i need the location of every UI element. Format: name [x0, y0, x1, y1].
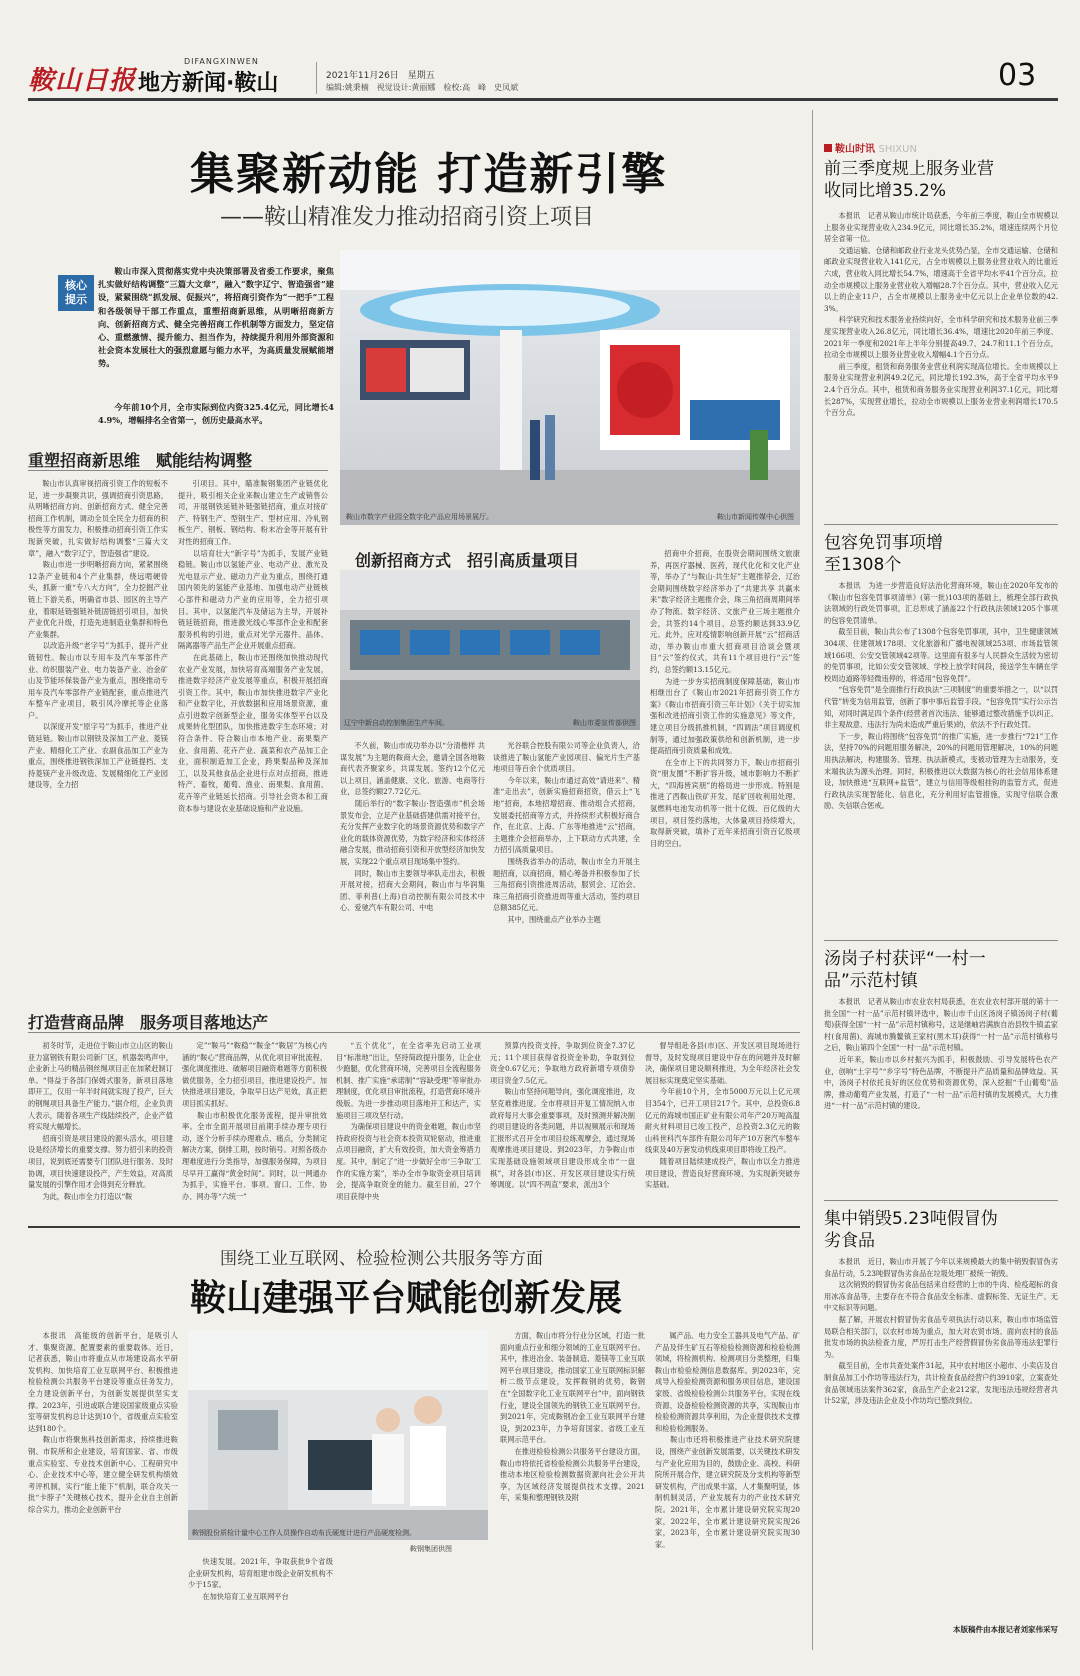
news-tag-icon — [824, 144, 832, 152]
feature-kicker: 围绕工业互联网、检验检测公共服务等方面 — [220, 1249, 543, 1269]
news-1-title: 前三季度规上服务业营收同比增35.2% — [824, 159, 994, 201]
news-4-body: 本报讯 近日，鞍山市开展了今年以来规模最大的集中销毁假冒伪劣食品行动，5.23吨假冒伪劣食品在垃圾处理厂被统一销毁。 这次销毁的假冒伪劣食品包括来自经营的上市的牛肉、检疫超标的食用冰冻食品等，主要存在不符合食品安全标准、虚假标签、无证生产、无中文标识等问题。 据了解，开展农村假冒伪劣食品专项执法行动以来，鞍山市市场监管局联合相关部门，以农村市场为重点，加大对农贸市场、面向农村的食品批发市场的执法检查力度，严厉打击生产经营假冒伪劣食品等违法犯罪行为。 截至目前，全市共查处案件31起，其中农村地区小超市、小卖店及自制食品加工小作坊等违法行为，共计检查食品经营户约3910家，立案查处食品领域违法案件362家，食品生产企业212家，发现违法违规经营者共计52家，涉及违法企业及小作坊均已整改到位。 — [824, 1257, 1058, 1406]
newspaper-logo: 鞍山日报 — [28, 66, 137, 96]
news-tag-label: 鞍山时讯 — [835, 144, 875, 155]
right-column — [824, 110, 1058, 1660]
section-3-col3: “五个优化”，在全省率先启动工业项目“标准地”出让，坚持简政提升服务，让企业少跑腿，优化营商环境，完善项目全流程服务机制、推广实施“承诺制”“容缺受理”等审批办理制度，优化项目审批流程，打造营商环境升级版。为进一步推动项目落地开工和达产，实施项目三项攻坚行动。 为确保项目建设中的资金难题，鞍山市坚持政府投资与社会资本投资双轮驱动，推进重点项目融资，扩大有效投资，加大资金筹措力度。其中，制定了“进一步做好全市‘三争取’工作的实施方案”，举办全市争取资金项目培训会，提高争取资金的能力。截至目前，27个项目获得中央 — [336, 1041, 481, 1201]
core-summary-box — [28, 255, 334, 433]
main-headline: 集聚新动能 打造新引擎 — [190, 149, 668, 200]
workshop-caption: 辽宁中新自动控制集团生产车间。 — [344, 719, 449, 727]
section-2-col1: 不久前，鞍山市成功举办以“分清楷样 共谋发展”为主题的鞍商大会，邀请全国各地鞍商代表齐聚家乡，共谋发展。签约12个亿元以上项目，涵盖健康、文化、旅游、电商等行业，总签约额27.72亿元。 随后举行的“数字鞍山·智造强市”机会场景发布会，立足产业基础搭建供需对接平台，充分发挥产业数字化的场景资源优势和数字产业化的载体资源优势，为数字经济和实体经济融合发展，推动招商引资和开放型经济加快发展，实现22个重点项目现场集中签约。 同时，鞍山市主要领导率队走出去，积极开展对接，招商大会期间，鞍山市与华润集团、菲利普(上海)自动控制有限公司技术中心、爱驰汽车有限公司、中电 — [340, 741, 485, 913]
lab-photo — [188, 1330, 488, 1540]
section-pinyin: DIFANGXINWEN — [184, 57, 259, 66]
showroom-credit: 鞍山市新闻传媒中心供图 — [717, 513, 794, 521]
workshop-photo — [340, 570, 640, 730]
section-2-col2: 光谷联合控股有限公司等企业负责人，洽谈推进了鞍山氢能产业园项目、偏光片生产基地项目等百余个优质项目。 今年以来，鞍山市通过高效“请进来”、精准“走出去”，创新实施招商招资，借云上“飞地”招商，本地招增招商、推动组合式招商，发展委托招商等方式，并持续形式积极好商合作，在北京、上海、广东等地推进“云”招商，主题推介会招商举办，上下联动方式共建，全力招引高质量项目。 围绕我省举办的活动，鞍山市全力开展主题招商，以商招商，精心筹备并积极参加了长三角招商引资推进周活动，服贸会、辽治会、珠三角招商引资推进周等重大活动，签约项目总额385亿元。 其中，围绕重点产业举办主题 — [493, 741, 640, 924]
workshop-credit: 鞍山市委宣传部供图 — [573, 719, 636, 727]
right-column-divider — [812, 110, 813, 1650]
news-2-body: 本报讯 为进一步营造良好法治化营商环境，鞍山在2020年发布的《鞍山市包容免罚事项清单》(第一批)103项的基础上，梳理全部行政执法领域的行政处罚事项，汇总形成了涵盖22个行政执法领域1205个事项的包容免罚清单。 截至目前，鞍山共公布了1308个包容免罚事项，其中，卫生健康领域304项、住建领域178项、文化旅游和广播电视领域253项、市场监管领域166项、公安交管领域42项等。这里面有很多与人民群众生活较为密切的免罚事项，比如公安交管领域、学校上放学时间段，接送学生车辆在学校周边道路等轻微违停的，将适用“包容免罚”。 “包容免罚”是全面推行行政执法“三项制度”的重要举措之一，以“以罚代管”转变为信用监管，创新了事中事后监管手段。“包容免罚”实行公示告知，对同时满足四个条件(经营者首次违法、能够通过整改措施予以纠正、非主观故意、违法行为尚未造成严重后果)的，依法不予行政处罚。 下一步，鞍山将围绕“包容免罚”的推广实施，进一步推行“721”工作法，坚持70%的问题用服务解决，20%的问题用管理解决，10%的问题用执法解决，构建服务、管理、执法新模式，变被动管理为主动服务，变末端执法为源头治理。同时，积极推进以大数据为核心的社会信用体系建设，加快推进“互联网+监管”，建立与信用等级相挂钩的监管方式，促进行政执法实现智能化、信息化，充分利用好监管措施，实现守信联合激励、失信联合惩戒。 — [824, 581, 1058, 811]
section-3-col4: 预算内投资支持，争取到位资金7.37亿元；11个项目获得省投资金补助，争取到位资金0.67亿元；争取地方政府新增专项债券项目资金7.5亿元。 鞍山市坚持问题导向，强化调度推进，攻坚克难推进度。全市将项目开复工情况纳入市政府每月大事会重要事项，及时预测并解决制约项目建设的各类问题，并以视频展示和现场汇报形式召开全市项目拉练观摩会，通过现场观摩推进项目建设。到2023年，力争鞍山市实现基础设施领域项目建设形成全市“一盘棋”，对各县(市)区、开发区项目建设实行统筹调度。以“四不两直”要求，派出3个 — [490, 1041, 635, 1190]
masthead — [0, 0, 1080, 110]
workshop-illustration — [340, 570, 640, 730]
news-3-rule — [824, 1200, 1058, 1201]
section-3-rule — [28, 1032, 800, 1033]
section-3-col1: 初冬时节，走进位于鞍山市立山区的鞍山亚力富钢铁有限公司新厂区，机器轰鸣声中，企业新上马的精品钢丝绳项目正在加紧赶制订单。“得益于各部门保姆式服务，新项目落地即开工，仅用一年半时间就实现了投产，巨大的钢绳项目具备生产能力。”据介绍，企业负责人表示，随着各项生产线陆续投产，企业产值将实现大幅增长。 招商引资是项目建设的源头活水，项目建设是经济增长的重要支撑。努力招引来的投资项目，说到底还需要专门团队进行服务、及时协调，项目快速建设投产，产生效益，对高质量发展的引擎作用才会得到充分释放。 为此，鞍山市全力打造以“鞍 — [28, 1041, 173, 1201]
section-1-title: 重塑招商新思维 赋能结构调整 — [28, 451, 253, 470]
news-1-rule — [824, 524, 1058, 525]
section-1-col2: 引项目。其中，瞄准鞍钢集团产业链优化提升，吸引相关企业来鞍山建立生产或销售公司，开展钢铁延链补链强链招商，重点对接矿产、特钢生产、型钢生产、型材应用、冷轧钢板生产、钢板、钢结构、粉末冶金等开展有针对性的招商工作。 以培育壮大“新字号”为抓手，发展产业链稳链。鞍山市以氢能产业、电动产业、激光及光电显示产业、磁动力产业为重点，围绕打通国内领先的氢能产业基地、加强电动产业链核心部件和磁动力产业的应用等，全力招引项目。其中，以氢能汽车及储运为主导，开展补链延链招商，推进激光线心零部件企业和配套服务机构的引进，重点对光学元器件、晶体、隔离器等产品生产企业开展重点招商。 在此基础上，鞍山市还围绕加快推动现代农业产业发展，加快培育高端服务产业发展，推进数字经济产业发展等重点，积极开展招商引资工作。其中，鞍山市加快推进数字产业化和产业数字化，开放数据和应用场景资源，重点引进数字创新型企业，服务实体型平台以及成果转化型团队，加快推进数字生态环境；对符合条件、符合鞍山市本地产业、南果梨产业、食用菌、花卉产业、蔬菜和农产品加工企业，面积制造加工企业，跨果梨品种及深加工，以及其他食品企业进行点对点招商，推进特产、畜牧，葡萄、渔业、南果梨、食用菌、花卉等产业链延长招商。引导社会资本和工商资本参与建设农业基础设施和产业设施。 — [178, 479, 328, 813]
page-footer-credit: 本版稿件由本报记者刘家伟采写 — [953, 1625, 1058, 1634]
section-1-rule — [28, 470, 328, 471]
feature-col2: 快速发展。2021年，争取获批9个省级企业研发机构，培育组建市级企业研发机构不少于15家。 在加快培育工业互联网平台 — [188, 1557, 333, 1601]
news-3-title: 汤岗子村获评“一村一品”示范村镇 — [824, 949, 986, 991]
editor-credits: 编辑:姚秉楠 视觉设计:黄丽娜 检校:高 峰 史凤斌 — [326, 83, 519, 92]
showroom-caption: 鞍山市数字产业园全数字化产品应用场景展厅。 — [346, 513, 493, 521]
showroom-photo — [340, 250, 800, 525]
core-text: 鞍山市深入贯彻落实党中央决策部署及省委工作要求，聚焦扎实做好结构调整“三篇大文章”，融入“数字辽宁、智造强省”建设，紧紧围绕“抓发展、促振兴”，将招商引资作为“一把手”工程和各级领导干部工作重点，重塑招商新思维，从明晰招商新方向、创新招商方式、健全完善招商工作机制等方面发力，坚定信心、重燃激情、提升能力、担当作为，持续提升利用外部资源和社会资本发展壮大的强烈意愿与能力水平，为高质量发展赋能增势。 — [98, 266, 334, 369]
showroom-illustration — [340, 250, 800, 525]
core-tag: 核心提示 — [58, 275, 94, 311]
section-3-col5: 督导组赴各县(市)区、开发区项目现场进行督导，及时发现项目建设中存在的问题并及时解决，确保项目建设顺利推进，为全年经济社会发展目标实现奠定坚实基础。 今年前10个月，全市5000万元以上亿元项目354个，已开工项目217个。其中，总投资6.8亿元的海城市国正矿业有限公司年产20万吨高温耐火材料项目已竣工投产，总投资2.3亿元的鞍山科世科汽车部件有限公司年产10万套汽车整车线束及40万套发动机线束项目即将竣工投产。 随着项目陆续建成投产，鞍山市以全力推进项目建设，营造良好营商环境，为实现新突破夯实基础。 — [645, 1041, 800, 1190]
core-stat: 今年前10个月，全市实际到位内资325.4亿元，同比增长44.9%，增幅排名全省第一，创历史最高水平。 — [98, 402, 334, 426]
masthead-rule — [28, 98, 1058, 101]
section-1-col1: 鞍山市认真审视招商引资工作的短板不足，进一步凝聚共识，强调招商引资思路，从明晰招商方向、创新招商方式、健全完善招商工作机制，调动全员全民全力招商的积极性等方面发力，积极推动招商引资工作实现新突破，扎实做好结构调整“三篇大文章”，融入“数字辽宁，智造强省”建设。 鞍山市进一步明晰招商方向，紧紧围绕12条产业链和4个产业集群，绕远啃硬骨头，抓新一重“专八大方向”，全力挖掘产业链上下游关系，明确省市县、园区的主导产业，着眼延链强链补链固链招引项目，加快产业优化升级，打造先进制造业集群和特色产业集群。 以改造升级“老字号”为抓手，提升产业链韧性。鞍山市以专用车及汽车零部件产业、纺织服装产业、电力装备产业、冶金矿山及节能环保装备产业为重点，围绕推动专用车及汽车零部件产业链配套，重点推进汽车整车产业项目，吸引风冷摩托等企业落户。 以深度开发“原字号”为抓手，推进产业链延链。鞍山市以钢铁及深加工产业、菱镁产业、精细化工产业、农副食品加工产业为重点，围绕推进钢铁深加工产业链提档、支持菱镁产业升级改造、发展精细化工产业园建设等，全力招 — [28, 479, 168, 790]
feature-col4: 属产品、电力安全工器具及电气产品、矿产品及伴生矿互石等检验检测资源和检验检测领域，将检测机构、检测项目分类整理，归集鞍山市检验检测信息数据库。到2023年，完成导入检验检测资源和服务项目信息，建设国家级、省级检验检测公共服务平台，实现在线资源、设备检验检测资源的共享，实现鞍山市检验检测资源共享利用，为企业提供技术支撑和检验检测服务。 鞍山市还将积极推进产业技术研究院建设，围绕产业创新发展需要，以关键技术研发与产业化应用为目的，鼓励企业、高校、科研院所开展合作，建立研究院及分支机构等新型研发机构，产出成果丰富，人才集聚明显，体制机制灵活，产业发展有力的产业技术研究院。2021年，全市累计建设研究院实现20家，2022年，全市累计建设研究院实现26家，2023年，全市累计建设研究院实现30家。 — [655, 1331, 800, 1549]
masthead-divider — [316, 62, 317, 94]
section-2-col3: 招商中介招商，在股资会期间围绕文旅康养，再医疗器械、医药，现代化化和文化产业等，举办了“与鞍山·共生好”主题推荐会，辽治会期间围绕数字经济举办了“共建共享 共赢未来”数字经济主题推介会，珠三角招商周期间举办了物流、数字经济、文旅产业三场主题推介会，共签约14个项目，总签约额达到33.9亿元。此外，应对疫情影响创新开展“云”招商活动，举办鞍山市重大招商项目洽谈会暨项目“云”签约仪式，共有11个项目进行“云”签约，总签约额13.15亿元。 为进一步夯实招商制度保障基础，鞍山市相继出台了《鞍山市2021年招商引资工作方案》《鞍山市招商引资三年计划》《关于切实加强和改进招商引资工作的实施意见》等文件，建立项目分级抓推机制，“四调法”项目调度机制等，通过加强政策供给和创新机制，进一步提高招商引资质量和成效。 在全市上下的共同努力下，鞍山市招商引资“朋友圈”不断扩容升级，城市影响力不断扩大，“四海皆宾朋”的格局进一步形成。特别是推进了西鞍山铁矿开发、尾矿回收利用处理、氢燃料电池发动机等一批十亿级、百亿级的大项目，项目签约落地，大体量项目持续增大，取得新突破，填补了近年来招商引资百亿级项目的空白。 — [650, 549, 800, 848]
lab-caption: 鞍钢股份质检计量中心工作人员操作自动布氏硬度计进行产品硬度检测。 — [192, 1529, 416, 1537]
news-tag-pinyin: SHIXUN — [878, 144, 917, 155]
feature-headline: 鞍山建强平台赋能创新发展 — [190, 1278, 623, 1319]
section-title: 地方新闻·鞍山 — [138, 71, 279, 96]
section-2-title: 创新招商方式 招引高质量项目 — [355, 551, 580, 570]
section-3-title: 打造营商品牌 服务项目落地达产 — [28, 1013, 269, 1032]
page-number: 03 — [998, 58, 1037, 93]
news-3-body: 本报讯 记者从鞍山市农业农村局获悉，在农业农村部开展的第十一批全国“一村一品”示范村镇评选中，鞍山市千山区汤岗子镇汤岗子村(葡萄)获得全国“一村一品”示范村镇称号，这是继岫岩满族自治县牧牛镇孟家村(食用菌)、海城市腾鳌镇王家村(黑木耳)获得“一村一品”示范村镇称号之后，鞍山第四个全国“一村一品”示范村镇。 近年来，鞍山市以乡村振兴为抓手，积极鼓励、引导发展特色农产业，创响“土字号”“乡字号”特色品牌，不断提升产品质量和品牌效益。其中，汤岗子村依托良好的区位优势和资源优势，深入挖掘“千山葡萄”品牌，推动葡萄产业发展，打造了“一村一品”示范村镇的发展模式，大力推进“一村一品”示范村镇的建设。 — [824, 997, 1058, 1111]
lab-credit: 鞍钢集团供图 — [410, 1545, 452, 1553]
news-1-body: 本报讯 记者从鞍山市统计局获悉，今年前三季度，鞍山全市规模以上服务业实现营业收入234.9亿元，同比增长35.2%，增速连续两个月位居全省第一位。 交通运输、仓储和邮政业行业龙头优势凸显，全市交通运输、仓储和邮政业实现营业收入141亿元，占全市规模以上服务业营业收入的比重近六成，营业收入同比增长54.7%，增速高于全省平均水平41个百分点，拉动全市规模以上服务业营业收入增幅28.7个百分点。其中，营业收入亿元以上的企业11户，占全市规模以上服务业中亿元以上企业单位数的42.3%。 科学研究和技术服务业持续向好，全市科学研究和技术服务业前三季度实现营业收入26.8亿元，同比增长36.4%，增速比2020年前三季度、2021年一季度和2021年上半年分别提高49.7、24.7和11.1个百分点，拉动全市规模以上服务业营业收入增幅4.1个百分点。 前三季度，租赁和商务服务业营业利润实现高位增长。全市规模以上服务业实现营业利润49.2亿元，同比增长192.3%，高于全省平均水平92.4个百分点。其中，租赁和商务服务业实现营业利润37.1亿元，同比增长287%，实现营业增长，拉动全市规模以上服务业营业利润增长170.5个百分点。 — [824, 211, 1058, 418]
news-4-title: 集中销毁5.23吨假冒伪劣食品 — [824, 1209, 998, 1251]
feature-col1: 本报讯 高能级的创新平台，是吸引人才、集聚资源、配置要素的重要载体。近日，记者获悉，鞍山市将重点从市场建设高水平研发机构、加快培育工业互联网平台、积极推进检验检测公共服务平台建设等重点任务发力，全力建设创新平台，为创新发展提供坚实支撑。2023年，引进或联合建设国家级重点实验室等研发机构总计达到10个，省级重点实验室达到180个。 鞍山市将聚焦科技创新需求，持续推进鞍钢、市院所和企业建设，培育国家、省、市级重点实验室、专业技术创新中心、工程研究中心、企业技术中心等，建立健全研发机构绩效考评机制，实行“能上能下”机制，联合攻关一批“卡脖子”关键核心技术，提升企业自主创新综合实力，推动企业创新平台 — [28, 1331, 178, 1514]
feature-top-rule — [28, 1226, 800, 1228]
issue-date: 2021年11月26日 星期五 — [326, 71, 435, 81]
lab-illustration — [188, 1330, 488, 1540]
section-3-col2: 定”“鞍马”“鞍稳”“鞍金”“鞍居”为核心内涵的“鞍心”营商品牌，从优化项目审批流程、强化调度推进、破解项目融资难题等方面积极做优服务，全力招引项目，推进建设投产。加快推进项目建设，争取早日达产见效，真正把项目抓实抓好。 鞍山市积极优化服务流程，提升审批效率。全市全面开展项目前期手续办理专项行动，逐个分析手续办理难点、痛点，分类制定解决方案，倒排工期，按时销号。对照各级办理难度进行分类指导，加强服务保障，为项目尽早开工赢得“黄金时间”。同时，以一网通办为抓手，实施平台、事项、窗口、工作、协办、网办等“六统一” — [182, 1041, 327, 1201]
news-2-title: 包容免罚事项增至1308个 — [824, 533, 943, 575]
news-2-rule — [824, 940, 1058, 941]
main-subheadline: ——鞍山精准发力推动招商引资上项目 — [220, 205, 595, 230]
news-tag — [824, 140, 917, 155]
feature-col3: 方面，鞍山市将分行业分区域，打造一批面向重点行业和细分领域的工业互联网平台。其中，推进冶金、装备制造、菱镁等工业互联网平台项目建设，推动国家工业互联网标识解析二级节点建设，发挥鞍钢的优势，鞍钢在“全国数字化工业互联网平台”中，面向钢铁行业，建设全国领先的钢铁工业互联网平台。到2021年，完成鞍钢冶金工业互联网平台建设，到2023年，力争培育国家、省级工业互联网示范平台。 在推进检验检测公共服务平台建设方面，鞍山市将依托省检验检测公共服务平台建设，推动本地区检验检测数据资源向社会公开共享，为区域经济发展提供技术支撑。2021年，采集和整理钢铁及附 — [500, 1331, 645, 1503]
